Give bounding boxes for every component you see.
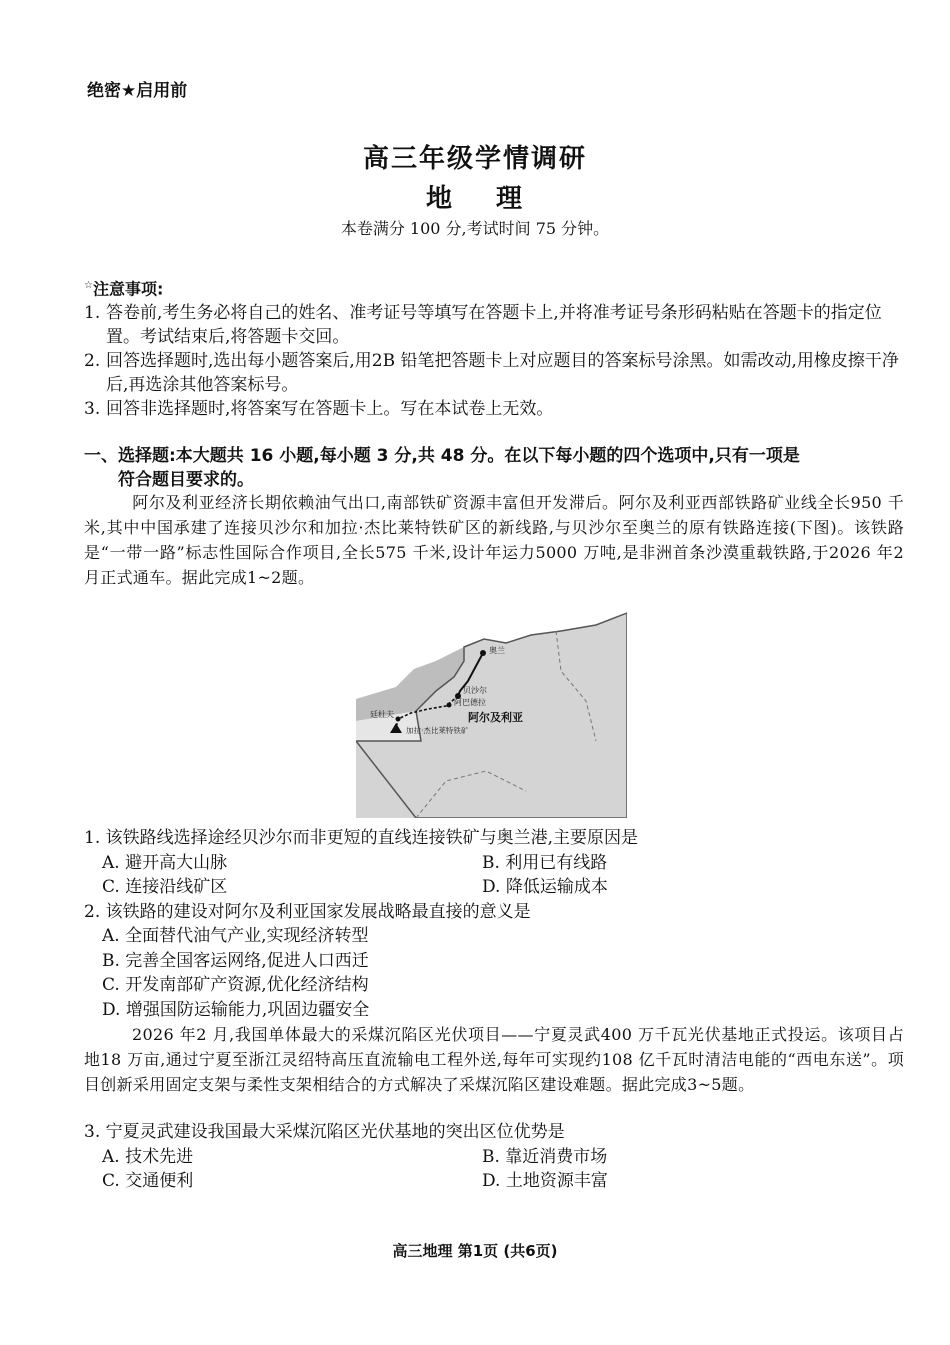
oran-label: 奥兰 [489, 646, 505, 655]
passage-algeria [84, 490, 904, 590]
mine-label: 加拉·杰比莱特铁矿 [406, 726, 469, 735]
q2-option-a: A. 全面替代油气产业,实现经济转型 [102, 926, 369, 946]
note-number: 3. [84, 399, 101, 420]
tindouf-label: 廷杜夫 [370, 710, 394, 719]
railway-map [356, 591, 627, 818]
tindouf-point [396, 717, 401, 722]
subject-char-1: 地 [425, 184, 454, 214]
question-group-3 [84, 1120, 904, 1194]
q3-option-d: D. 土地资源丰富 [482, 1171, 608, 1191]
question-1-stem: 1. 该铁路线选择途经贝沙尔而非更短的直线连接铁矿与奥兰港,主要原因是 [84, 828, 639, 848]
page-footer: 高三地理 第1页 (共6页) [392, 1242, 558, 1260]
exam-info: 本卷满分 100 分,考试时间 75 分钟。 [340, 219, 610, 238]
note-text: 回答选择题时,选出每小题答案后,用2B 铅笔把答题卡上对应题目的答案标号涂黑。如需改动,用橡皮擦干净后,再选涂其他答案标号。 [106, 351, 899, 396]
q1-option-c: C. 连接沿线矿区 [102, 877, 228, 897]
section-heading-line1: 一、选择题:本大题共 16 小题,每小题 3 分,共 48 分。在以下每小题的四个选项中,只有一项是 [84, 446, 800, 466]
note-text: 答卷前,考生务必将自己的姓名、准考证号等填写在答题卡上,并将准考证号条形码粘贴在答题卡的指定位置。考试结束后,将答题卡交回。 [106, 303, 882, 348]
q2-option-c: C. 开发南部矿产资源,优化经济结构 [102, 975, 369, 995]
q3-option-b: B. 靠近消费市场 [482, 1146, 608, 1167]
question-2-stem: 2. 该铁路的建设对阿尔及利亚国家发展战略最直接的意义是 [84, 901, 531, 922]
q1-option-a: A. 避开高大山脉 [102, 852, 228, 873]
passage-algeria-text: 阿尔及利亚经济长期依赖油气出口,南部铁矿资源丰富但开发滞后。阿尔及利亚西部铁路矿业线全长950 千米,其中中国承建了连接贝沙尔和加拉·杰比莱特铁矿区的新线路,与贝沙尔至奥兰的原有铁路连接(下图)。该铁路是“一带一路”标志性国际合作项目,全长575 千米,设计年运力5000 万吨,是非洲首条沙漠重载铁路,于2026 年2 月正式通车。据此完成1~2题。 [84, 493, 904, 587]
note-number: 1. [84, 303, 101, 324]
q3-option-a: A. 技术先进 [102, 1146, 194, 1167]
option-row [84, 1169, 904, 1194]
note-item [84, 349, 904, 397]
q1-option-b: B. 利用已有线路 [482, 852, 608, 873]
option-row [84, 875, 904, 900]
passage-ningxia-text: 2026 年2 月,我国单体最大的采煤沉陷区光伏项目——宁夏灵武400 万千瓦光伏基地正式投运。该项目占地18 万亩,通过宁夏至浙江灵绍特高压直流输电工程外送,每年可实现约108 亿千瓦时清洁电能的“西电东送”。项目创新采用固定支架与柔性支架相结合的方式解决了采煤沉陷区建设难题。据此完成3~5题。 [84, 1025, 904, 1094]
option-row [84, 1145, 904, 1170]
confidential-mark: 绝密★启用前 [87, 81, 188, 101]
exam-title: 高三年级学情调研 [362, 144, 587, 174]
subject-char-2: 理 [496, 184, 525, 214]
bechar-label: 贝沙尔 [463, 686, 487, 695]
q2-option-d: D. 增强国防运输能力,巩固边疆安全 [102, 999, 370, 1020]
section-heading-line2: 符合题目要求的。 [118, 470, 254, 490]
option-row [84, 851, 904, 876]
notes-section [84, 274, 904, 421]
notes-title: ☆注意事项: [84, 279, 164, 299]
passage-ningxia [84, 1022, 904, 1097]
q1-option-d: D. 降低运输成本 [482, 877, 608, 897]
note-item [84, 397, 904, 421]
q3-option-c: C. 交通便利 [102, 1171, 194, 1191]
note-text: 回答非选择题时,将答案写在答题卡上。写在本试卷上无效。 [106, 399, 554, 420]
note-number: 2. [84, 351, 101, 372]
q2-option-b: B. 完善全国客运网络,促进人口西迁 [102, 950, 369, 971]
section-heading [84, 444, 904, 492]
country-label: 阿尔及利亚 [468, 711, 523, 724]
oran-point [480, 650, 486, 656]
note-item [84, 301, 904, 349]
abadla-point [447, 703, 452, 708]
question-group-1 [84, 826, 904, 1022]
subject-title [0, 178, 950, 215]
abadla-label: 阿巴德拉 [454, 698, 486, 707]
question-3-stem: 3. 宁夏灵武建设我国最大采煤沉陷区光伏基地的突出区位优势是 [84, 1122, 565, 1142]
